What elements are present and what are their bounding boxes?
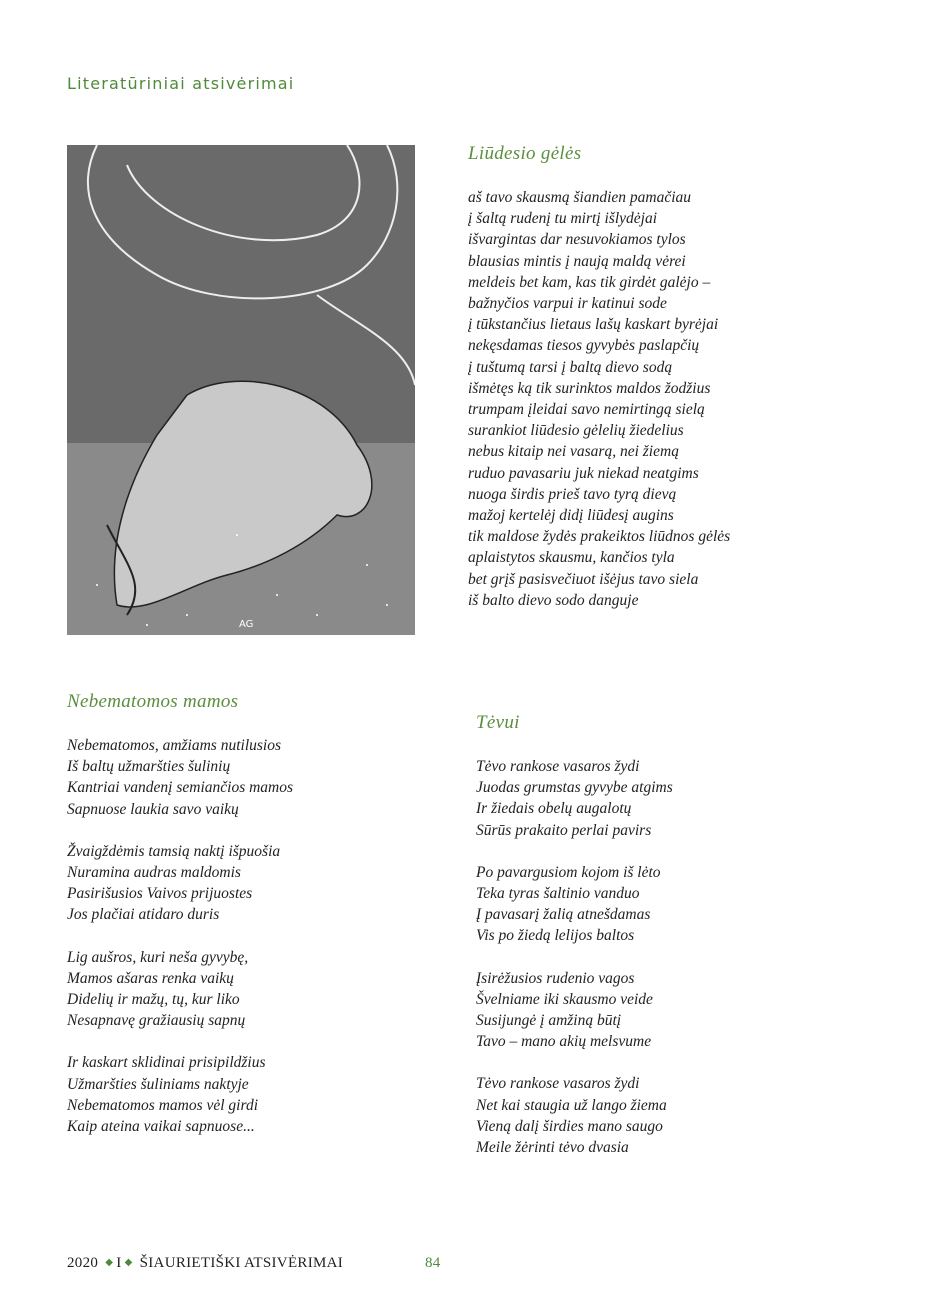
poem-title: Tėvui (476, 712, 520, 733)
poem-line: mažoj kertelėj didį liūdesį augins (468, 507, 674, 525)
page-number: 84 (425, 1255, 441, 1271)
poem-line: nebus kitaip nei vasarą, nei žiemą (468, 443, 679, 461)
poem-line: Mamos ašaras renka vaikų (67, 969, 234, 987)
poem-liudesio-geles (468, 143, 730, 632)
poem-line: Įsirėžusios rudenio vagos (476, 969, 635, 987)
svg-text:AG: AG (239, 619, 254, 630)
poem-line: Lig aušros, kuri neša gyvybę, (67, 948, 249, 966)
stanza (67, 1052, 293, 1137)
poem-line: Jos plačiai atidaro duris (67, 906, 220, 924)
poem-line: Nuramina audras maldomis (67, 864, 241, 882)
poem-line: Ir žiedais obelų augalotų (476, 800, 632, 818)
poem-line: į tuštumą tarsi į baltą dievo sodą (468, 358, 673, 376)
poem-line: Susijungė į amžiną būtį (476, 1012, 622, 1030)
poem-line: Juodas grumstas gyvybe atgims (476, 779, 673, 797)
stanza (468, 187, 730, 611)
poem-line: blausias mintis į naują maldą vėrei (468, 252, 686, 270)
poem-line: į šaltą rudenį tu mirtį išlydėjai (468, 210, 658, 228)
poem-line: Kantriai vandenį semiančios mamos (67, 779, 294, 797)
poem-line: Ir kaskart sklidinai prisipildžius (67, 1054, 266, 1072)
section-header: Literatūriniai atsivėrimai (67, 74, 295, 93)
poem-line: Meile žėrinti tėvo dvasia (476, 1139, 629, 1157)
poem-line: Tėvo rankose vasaros žydi (476, 1075, 640, 1093)
poem-line: surankiot liūdesio gėlelių žiedelius (468, 422, 684, 440)
poem-line: Vieną dalį širdies mano saugo (476, 1117, 663, 1135)
footer-year: 2020 (67, 1255, 99, 1271)
poem-line: Į pavasarį žalią atnešdamas (476, 906, 651, 924)
poem-tevui (476, 712, 673, 1179)
stanza (476, 1073, 673, 1158)
stanza (476, 756, 673, 841)
poem-line: išmėtęs ką tik surinktos maldos žodžius (468, 379, 711, 397)
stanza (67, 735, 293, 820)
poem-line: Nesapnavę gražiausių sapnų (67, 1012, 246, 1030)
footer-journal: ŠIAURIETIŠKI ATSIVĖRIMAI (139, 1255, 344, 1271)
stanza (476, 862, 673, 947)
poem-line: Net kai staugia už lango žiema (476, 1096, 667, 1114)
poem-line: Sapnuose laukia savo vaikų (67, 800, 239, 818)
poem-line: Nebematomos, amžiams nutilusios (67, 737, 281, 754)
poem-line: Iš baltų užmaršties šulinių (67, 758, 231, 776)
poem-line: Tavo – mano akių melsvume (476, 1033, 652, 1051)
poem-line: Kaip ateina vaikai sapnuose... (67, 1118, 255, 1136)
stanza (67, 947, 293, 1032)
poem-line: nuoga širdis prieš tavo tyrą dievą (468, 485, 677, 503)
poem-line: aš tavo skausmą šiandien pamačiau (468, 189, 692, 206)
poem-line: Teka tyras šaltinio vanduo (476, 885, 640, 903)
poem-line: Švelniame iki skausmo veide (476, 990, 653, 1008)
footer (67, 1255, 441, 1272)
poem-line: ruduo pavasariu juk niekad neatgims (468, 464, 699, 482)
poem-line: išvargintas dar nesuvokiamos tylos (468, 231, 686, 249)
poem-line: Nebematomos mamos vėl girdi (67, 1096, 259, 1114)
poem-title: Nebematomos mamos (67, 691, 239, 712)
poem-nebematomos-mamos (67, 691, 293, 1158)
footer-issue: I (116, 1255, 122, 1271)
poem-line: trumpam įleidai savo nemirtingą sielą (468, 401, 705, 419)
poem-line: nekęsdamas tiesos gyvybės paslapčių (468, 337, 700, 355)
poem-line: iš balto dievo sodo danguje (468, 591, 639, 609)
poem-line: į tūkstančius lietaus lašų kaskart byrėjai (468, 316, 719, 334)
poem-line: aplaistytos skausmu, kančios tyla (468, 549, 675, 567)
poem-line: bažnyčios varpui ir katinui sode (468, 295, 667, 313)
stanza (476, 968, 673, 1053)
diamond-icon: ◆ (105, 1257, 114, 1268)
poem-line: Tėvo rankose vasaros žydi (476, 758, 640, 775)
poem-line: bet grįš pasisvečiuot išėjus tavo siela (468, 570, 699, 588)
poem-line: Pasirišusios Vaivos prijuostes (67, 885, 253, 903)
stanza (67, 841, 293, 926)
poem-line: Po pavargusiom kojom iš lėto (476, 863, 661, 881)
diamond-icon: ◆ (124, 1257, 133, 1268)
poem-line: Žvaigždėmis tamsią naktį išpuošia (67, 842, 281, 860)
poem-line: Sūrūs prakaito perlai pavirs (476, 821, 652, 839)
poem-line: Didelių ir mažų, tų, kur liko (67, 991, 240, 1009)
poem-line: meldeis bet kam, kas tik girdėt galėjo – (468, 273, 711, 291)
poem-title: Liūdesio gėlės (468, 143, 582, 164)
illustration (67, 145, 415, 635)
poem-line: Vis po žiedą lelijos baltos (476, 927, 635, 945)
poem-line: tik maldose žydės prakeiktos liūdnos gėlės (468, 528, 731, 546)
poem-line: Užmaršties šuliniams naktyje (67, 1075, 249, 1093)
